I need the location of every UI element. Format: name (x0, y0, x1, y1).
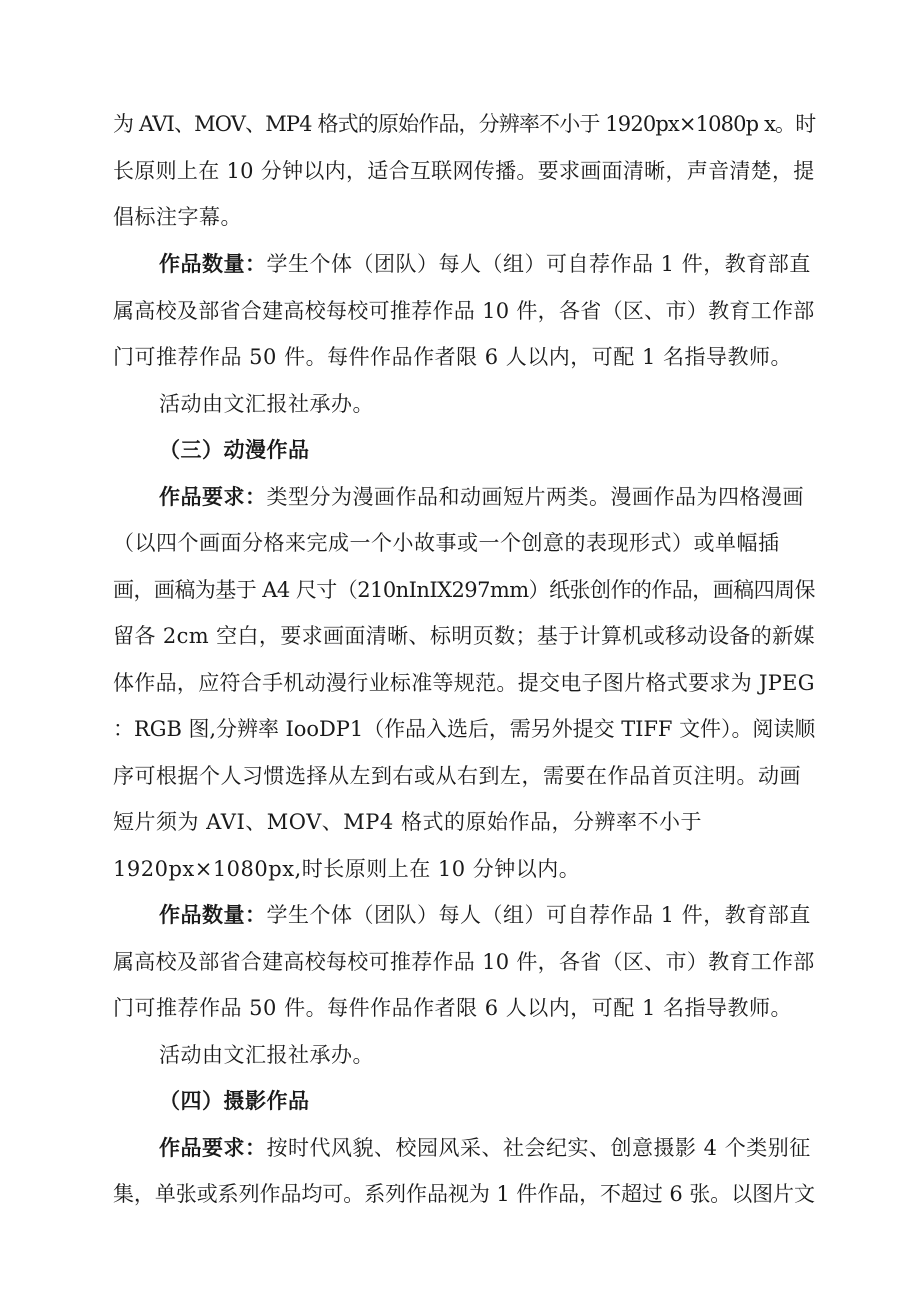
text-line: 门可推荐作品 50 件。每件作品作者限 6 人以内，可配 1 名指导教师。 (113, 345, 792, 369)
text-line: ：RGB 图,分辨率 IooDP1（作品入选后，需另外提交 TIFF 文件）。阅读顺 (113, 717, 816, 741)
paragraph-first-line (159, 1133, 811, 1163)
section-heading: （四）摄影作品 (159, 1088, 310, 1113)
paragraph-first-line (159, 482, 804, 512)
text-run: 学生个体（团队）每人（组）可自荐作品 1 件，教育部直 (266, 252, 811, 276)
section-label: 作品要求： (159, 484, 267, 509)
section-label: 作品要求： (159, 1135, 267, 1160)
text-line: 体作品，应符合手机动漫行业标准等规范。提交电子图片格式要求为 JPEG (113, 671, 815, 695)
text-run: 类型分为漫画作品和动画短片两类。漫画作品为四格漫画 (266, 485, 804, 509)
text-line: 倡标注字幕。 (113, 205, 242, 229)
text-line: 门可推荐作品 50 件。每件作品作者限 6 人以内，可配 1 名指导教师。 (113, 996, 792, 1020)
text-line: 留各 2cm 空白，要求画面清晰、标明页数；基于计算机或移动设备的新媒 (113, 624, 815, 648)
text-line: 长原则上在 10 分钟以内，适合互联网传播。要求画面清晰，声音清楚，提 (113, 159, 815, 183)
paragraph-first-line (159, 900, 811, 930)
text-line: 集，单张或系列作品均可。系列作品视为 1 件作品，不超过 6 张。以图片文 (113, 1182, 815, 1206)
text-line: 短片须为 AVI、MOV、MP4 格式的原始作品，分辨率不小于 (113, 810, 702, 834)
text-line: 活动由文汇报社承办。 (159, 1043, 374, 1067)
text-line: 属高校及部省合建高校每校可推荐作品 10 件，各省（区、市）教育工作部 (113, 950, 815, 974)
text-line: 序可根据个人习惯选择从左到右或从右到左，需要在作品首页注明。动画 (113, 764, 801, 788)
text-line: 画，画稿为基于 A4 尺寸（210nInIX297mm）纸张创作的作品，画稿四周保 (113, 578, 815, 602)
section-heading: （三）动漫作品 (159, 437, 310, 462)
text-run: 按时代风貌、校园风采、社会纪实、创意摄影 4 个类别征 (266, 1136, 811, 1160)
text-line: 为 AVI、MOV、MP4 格式的原始作品，分辨率不小于 1920px×1080p x。时 (113, 112, 816, 136)
paragraph-first-line (159, 249, 811, 279)
text-run: 学生个体（团队）每人（组）可自荐作品 1 件，教育部直 (266, 903, 811, 927)
text-line: 活动由文汇报社承办。 (159, 392, 374, 416)
text-line: （以四个画面分格来完成一个小故事或一个创意的表现形式）或单幅插 (113, 531, 780, 555)
section-label: 作品数量： (159, 902, 267, 927)
text-line: 属高校及部省合建高校每校可推荐作品 10 件，各省（区、市）教育工作部 (113, 299, 815, 323)
section-label: 作品数量： (159, 251, 267, 276)
text-line: 1920px×1080px,时长原则上在 10 分钟以内。 (113, 857, 581, 881)
